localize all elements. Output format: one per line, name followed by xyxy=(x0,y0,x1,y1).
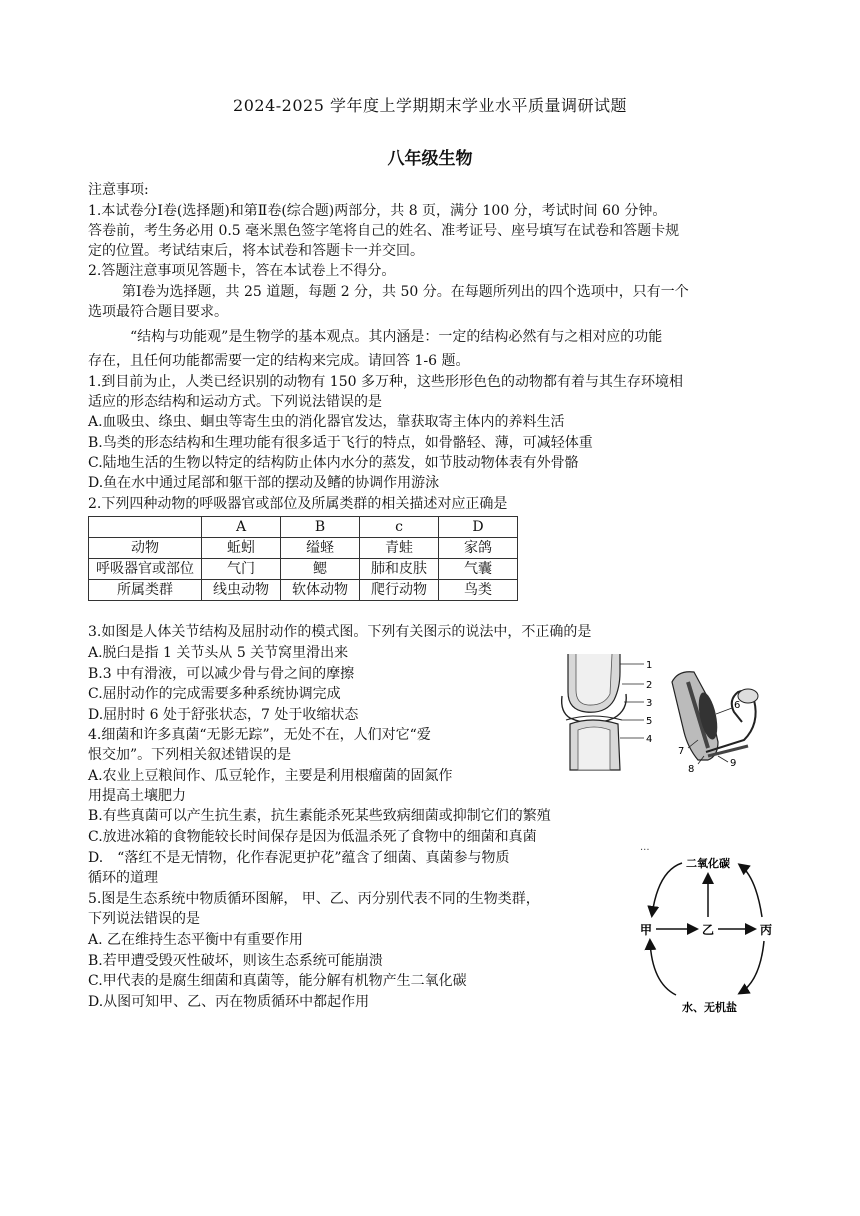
section-1-instructions-line-1: 第Ⅰ卷为选择题，共 25 道题，每题 2 分，共 50 分。在每题所列出的四个选项中，只有一个 xyxy=(122,284,689,300)
q1-option-a: A.血吸虫、绦虫、蛔虫等寄生虫的消化器官发达，靠获取寄主体内的养料生活 xyxy=(88,414,565,430)
table-cell: 青蛙 xyxy=(360,538,439,559)
q3-stem: 3.如图是人体关节结构及屈肘动作的模式图。下列有关图示的说法中，不正确的是 xyxy=(88,624,592,640)
intro-line-2: 存在，且任何功能都需要一定的结构来完成。请回答 1-6 题。 xyxy=(88,353,470,369)
table-cell: c xyxy=(360,517,439,538)
table-cell: 气门 xyxy=(202,559,281,580)
q3-option-a: A.脱臼是指 1 关节头从 5 关节窝里滑出来 xyxy=(88,645,349,661)
table-cell xyxy=(89,517,202,538)
note-1-line-3: 定的位置。考试结束后，将本试卷和答题卡一并交回。 xyxy=(88,243,424,259)
q5-option-d: D.从图可知甲、乙、丙在物质循环中都起作用 xyxy=(88,994,370,1010)
table-cell: 肺和皮肤 xyxy=(360,559,439,580)
table-header-row xyxy=(89,517,518,538)
material-cycle-diagram xyxy=(636,843,782,1019)
node-yi: 乙 xyxy=(702,923,715,937)
arrow-minerals-to-jia xyxy=(650,941,676,995)
q4-option-d-line-1: D. “落红不是无情物，化作春泥更护花”蕴含了细菌、真菌参与物质 xyxy=(88,850,510,866)
node-jia: 甲 xyxy=(640,923,653,937)
table-cell: 鳃 xyxy=(281,559,360,580)
q5-option-c: C.甲代表的是腐生细菌和真菌等，能分解有机物产生二氧化碳 xyxy=(88,973,467,989)
label-1: 1 xyxy=(646,660,653,671)
q5-stem-line-1: 5.图是生态系统中物质循环图解， 甲、乙、丙分别代表不同的生物类群， xyxy=(88,891,540,907)
q3-option-b: B.3 中有滑液，可以减少骨与骨之间的摩擦 xyxy=(88,666,355,682)
table-row xyxy=(89,580,518,601)
section-1-instructions-line-2: 选项最符合题目要求。 xyxy=(88,304,228,320)
table-cell: 蚯蚓 xyxy=(202,538,281,559)
q1-stem-line-1: 1.到目前为止，人类已经识别的动物有 150 多万种，这些形形色色的动物都有着与其生存环境相 xyxy=(88,374,683,390)
table-cell: A xyxy=(202,517,281,538)
q4-option-a-line-2: 用提高土壤肥力 xyxy=(88,788,186,804)
label-3: 3 xyxy=(646,698,653,709)
table-cell: 家鸽 xyxy=(439,538,518,559)
joint-elbow-figure xyxy=(548,652,778,774)
note-1-line-1: 1.本试卷分Ⅰ卷(选择题)和第Ⅱ卷(综合题)两部分，共 8 页，满分 100 分，考试时间 60 分钟。 xyxy=(88,203,667,219)
q1-option-c: C.陆地生活的生物以特定的结构防止体内水分的蒸发，如节肢动物体表有外骨骼 xyxy=(88,455,579,471)
q4-option-c: C.放进冰箱的食物能较长时间保存是因为低温杀死了食物中的细菌和真菌 xyxy=(88,829,537,845)
table-cell: B xyxy=(281,517,360,538)
table-cell: 爬行动物 xyxy=(360,580,439,601)
arrow-bing-to-co2 xyxy=(740,865,762,917)
q1-stem-line-2: 适应的形态结构和运动方式。下列说法错误的是 xyxy=(88,394,382,410)
arrow-bing-to-minerals xyxy=(740,941,764,993)
q3-option-c: C.屈肘动作的完成需要多种系统协调完成 xyxy=(88,686,341,702)
notes-heading: 注意事项: xyxy=(88,182,149,198)
table-row xyxy=(89,559,518,580)
table-cell: 呼吸器官或部位 xyxy=(89,559,202,580)
q3-option-d: D.屈肘时 6 处于舒张状态，7 处于收缩状态 xyxy=(88,707,359,723)
q2-table xyxy=(88,516,518,601)
node-water-minerals: 水、无机盐 xyxy=(682,1001,737,1014)
table-cell: 鸟类 xyxy=(439,580,518,601)
table-cell: 动物 xyxy=(89,538,202,559)
table-cell: 软体动物 xyxy=(281,580,360,601)
note-1-line-2: 答卷前，考生务必用 0.5 毫米黑色签字笔将自己的姓名、准考证号、座号填写在试卷和答题卡规 xyxy=(88,223,680,239)
q1-option-d: D.鱼在水中通过尾部和躯干部的摆动及鳍的协调作用游泳 xyxy=(88,475,440,491)
table-cell: 缢蛏 xyxy=(281,538,360,559)
exam-title: 2024-2025 学年度上学期期末学业水平质量调研试题 xyxy=(233,96,627,115)
label-7: 7 xyxy=(678,746,685,757)
label-5: 5 xyxy=(646,716,653,727)
table-cell: D xyxy=(439,517,518,538)
label-9: 9 xyxy=(730,758,737,769)
table-cell: 线虫动物 xyxy=(202,580,281,601)
q5-stem-line-2: 下列说法错误的是 xyxy=(88,911,200,927)
diagram-dots: ··· xyxy=(640,845,650,856)
q5-option-b: B.若甲遭受毁灭性破坏，则该生态系统可能崩溃 xyxy=(88,953,383,969)
label-2: 2 xyxy=(646,680,653,691)
table-cell: 所属类群 xyxy=(89,580,202,601)
label-6: 6 xyxy=(734,700,741,711)
exam-subtitle: 八年级生物 xyxy=(387,149,473,169)
label-8: 8 xyxy=(688,764,695,774)
arrow-co2-to-jia xyxy=(652,863,682,915)
q4-option-d-line-2: 循环的道理 xyxy=(88,870,158,886)
node-carbon-dioxide: 二氧化碳 xyxy=(686,857,730,870)
label-4: 4 xyxy=(646,734,653,745)
note-2: 2.答题注意事项见答题卡，答在本试卷上不得分。 xyxy=(88,263,396,279)
q4-stem-line-2: 恨交加”。下列相关叙述错误的是 xyxy=(88,747,292,763)
q4-stem-line-1: 4.细菌和许多真菌“无影无踪”，无处不在，人们对它“爱 xyxy=(88,727,431,743)
node-bing: 丙 xyxy=(760,923,773,937)
q4-option-b: B.有些真菌可以产生抗生素，抗生素能杀死某些致病细菌或抑制它们的繁殖 xyxy=(88,808,551,824)
q1-option-b: B.鸟类的形态结构和生理功能有很多适于飞行的特点，如骨骼轻、薄，可减轻体重 xyxy=(88,435,593,451)
table-row xyxy=(89,538,518,559)
q2-stem: 2.下列四种动物的呼吸器官或部位及所属类群的相关描述对应正确是 xyxy=(88,496,508,512)
q5-option-a: A. 乙在维持生态平衡中有重要作用 xyxy=(88,932,304,948)
q4-option-a-line-1: A.农业上豆粮间作、瓜豆轮作，主要是利用根瘤菌的固氮作 xyxy=(88,768,453,784)
table-cell: 气囊 xyxy=(439,559,518,580)
intro-line-1: “结构与功能观”是生物学的基本观点。其内涵是：一定的结构必然有与之相对应的功能 xyxy=(130,329,663,345)
